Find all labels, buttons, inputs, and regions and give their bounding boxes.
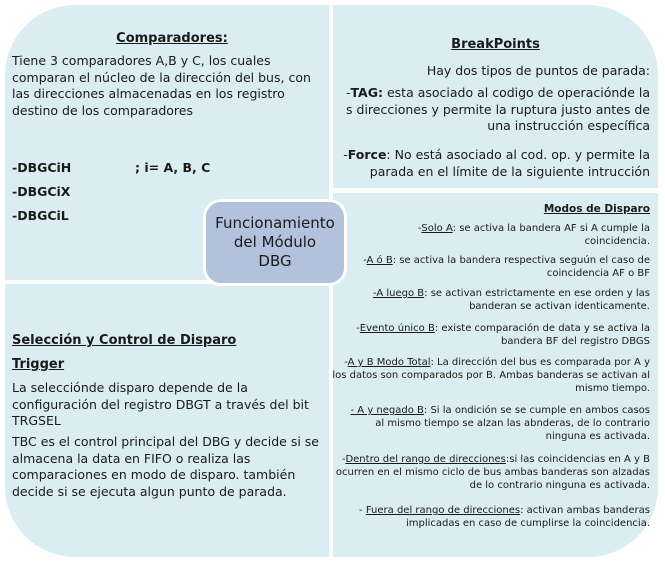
mode-text: :si las coincidencias en A y B ocurren en el mismo ciclo de bus ambas banderas son alzadas de lo contrario ninguna es activada. <box>335 454 650 491</box>
mode-text: : se activa la bandera respectiva seguún el caso de coincidencia AF o BF <box>392 255 650 279</box>
mode-label: Solo A <box>421 223 453 234</box>
mode-item: -A luego B: se activan estrictamente en ese orden y las banderan se activan identicamente. <box>372 288 650 312</box>
mode-text: : activan ambas banderas implicadas en caso de cumplirse la coincidencia. <box>405 505 650 529</box>
seleccion-title: Selección y Control de Disparo <box>12 333 237 348</box>
breakpoint-tag: -TAG: esta asociado al codigo de operaciónde la s direcciones y permite la ruptura justo antes de una instrucción específica <box>345 85 650 133</box>
mode-label: Evento único B <box>359 323 435 334</box>
mode-label: Fuera del rango de direcciones <box>365 505 521 516</box>
mode-item: -Evento único B: existe comparación de data y se activa la bandera BF del registro DBGS <box>356 323 650 347</box>
center-line-1: Funcionamiento <box>215 214 335 232</box>
seleccion-paragraph-1: La selecciónde disparo depende de la configuración del registro DBGT a través del bit TRGSEL <box>12 380 309 428</box>
force-text: : No está asociado al cod. op. y permite la parada en el límite de la siguiente intrucción <box>369 147 650 179</box>
mode-text: : se activan estrictamente en ese orden y las banderan se activan identicamente. <box>424 288 650 312</box>
mode-item: -A y B Modo Total: La dirección del bus es comparada por A y los datos son comparados por B. Ambas banderas se activan al mismo tiempo. <box>332 357 650 394</box>
comparadores-description: Tiene 3 comparadores A,B y C, los cuales comparan el núcleo de la dirección del bus, con las direcciones almacenadas en los registro destino de los comparadores <box>12 53 311 118</box>
seleccion-panel <box>5 284 329 557</box>
mode-item: - A y negado B: Si la ondición se se cumple en ambos casos al mismo tiempo se alzan las abnderas, de lo contrario ninguna es activada. <box>350 405 650 442</box>
center-line-2: del Módulo <box>233 233 317 251</box>
mode-label: Dentro del rango de direcciones <box>345 454 506 465</box>
register-note: ; i= A, B, C <box>135 160 211 175</box>
mode-text: : La dirección del bus es comparada por A y los datos son comparados por B. Ambas banderas se activan al mismo tiempo. <box>332 357 650 394</box>
mode-label: A y B Modo Total <box>347 357 431 368</box>
breakpoints-intro: Hay dos tipos de puntos de parada: <box>426 63 650 78</box>
mode-text: : Si la ondición se se cumple en ambos casos al mismo tiempo se alzan las abnderas, de lo contrario ninguna es activada. <box>375 405 650 442</box>
seleccion-paragraph-2: TBC es el control principal del DBG y decide si se almacena la data en FIFO o realiza las comparaciones en modo de disparo. también decide si se ejecuta algun punto de parada. <box>12 434 319 499</box>
tag-text: esta asociado al codigo de operaciónde la s direcciones y permite la ruptura justo antes de una instrucción específica <box>346 85 650 133</box>
modos-disparo-panel <box>333 193 658 557</box>
mode-item: -Dentro del rango de direcciones:si las coincidencias en A y B ocurren en el mismo ciclo de bus ambas banderas son alzadas de lo contrario ninguna es activada. <box>335 454 650 491</box>
register-dbgcil: -DBGCiL <box>12 208 69 223</box>
mode-item: - Fuera del rango de direcciones: activan ambas banderas implicadas en caso de cumplirse la coincidencia. <box>359 505 650 529</box>
central-node <box>203 199 347 286</box>
register-dbgcix: -DBGCiX <box>12 184 71 199</box>
comparadores-title: Comparadores: <box>116 31 228 46</box>
tag-label: TAG: <box>350 85 383 100</box>
register-dbgcih: -DBGCiH <box>12 160 72 175</box>
breakpoint-force: -Force: No está asociado al cod. op. y permite la parada en el límite de la siguiente intrucción <box>343 147 650 179</box>
mode-item: -A ó B: se activa la bandera respectiva seguún el caso de coincidencia AF o BF <box>363 255 650 279</box>
mode-label: A y negado B <box>354 405 424 416</box>
breakpoints-panel <box>333 5 658 188</box>
trigger-subtitle: Trigger <box>12 357 65 372</box>
mode-item: -Solo A: se activa la bandera AF si A cumple la coincidencia. <box>417 223 650 247</box>
modos-title: Modos de Disparo <box>543 203 650 215</box>
breakpoints-title: BreakPoints <box>451 37 540 52</box>
mode-text: : existe comparación de data y se activa la bandera BF del registro DBGS <box>434 323 650 347</box>
mode-label: A ó B <box>366 255 393 266</box>
force-label: Force <box>347 147 387 162</box>
mode-text: : se activa la bandera AF si A cumple la coincidencia. <box>452 223 650 247</box>
center-line-3: DBG <box>258 252 292 270</box>
mode-label: A luego B <box>376 288 425 299</box>
